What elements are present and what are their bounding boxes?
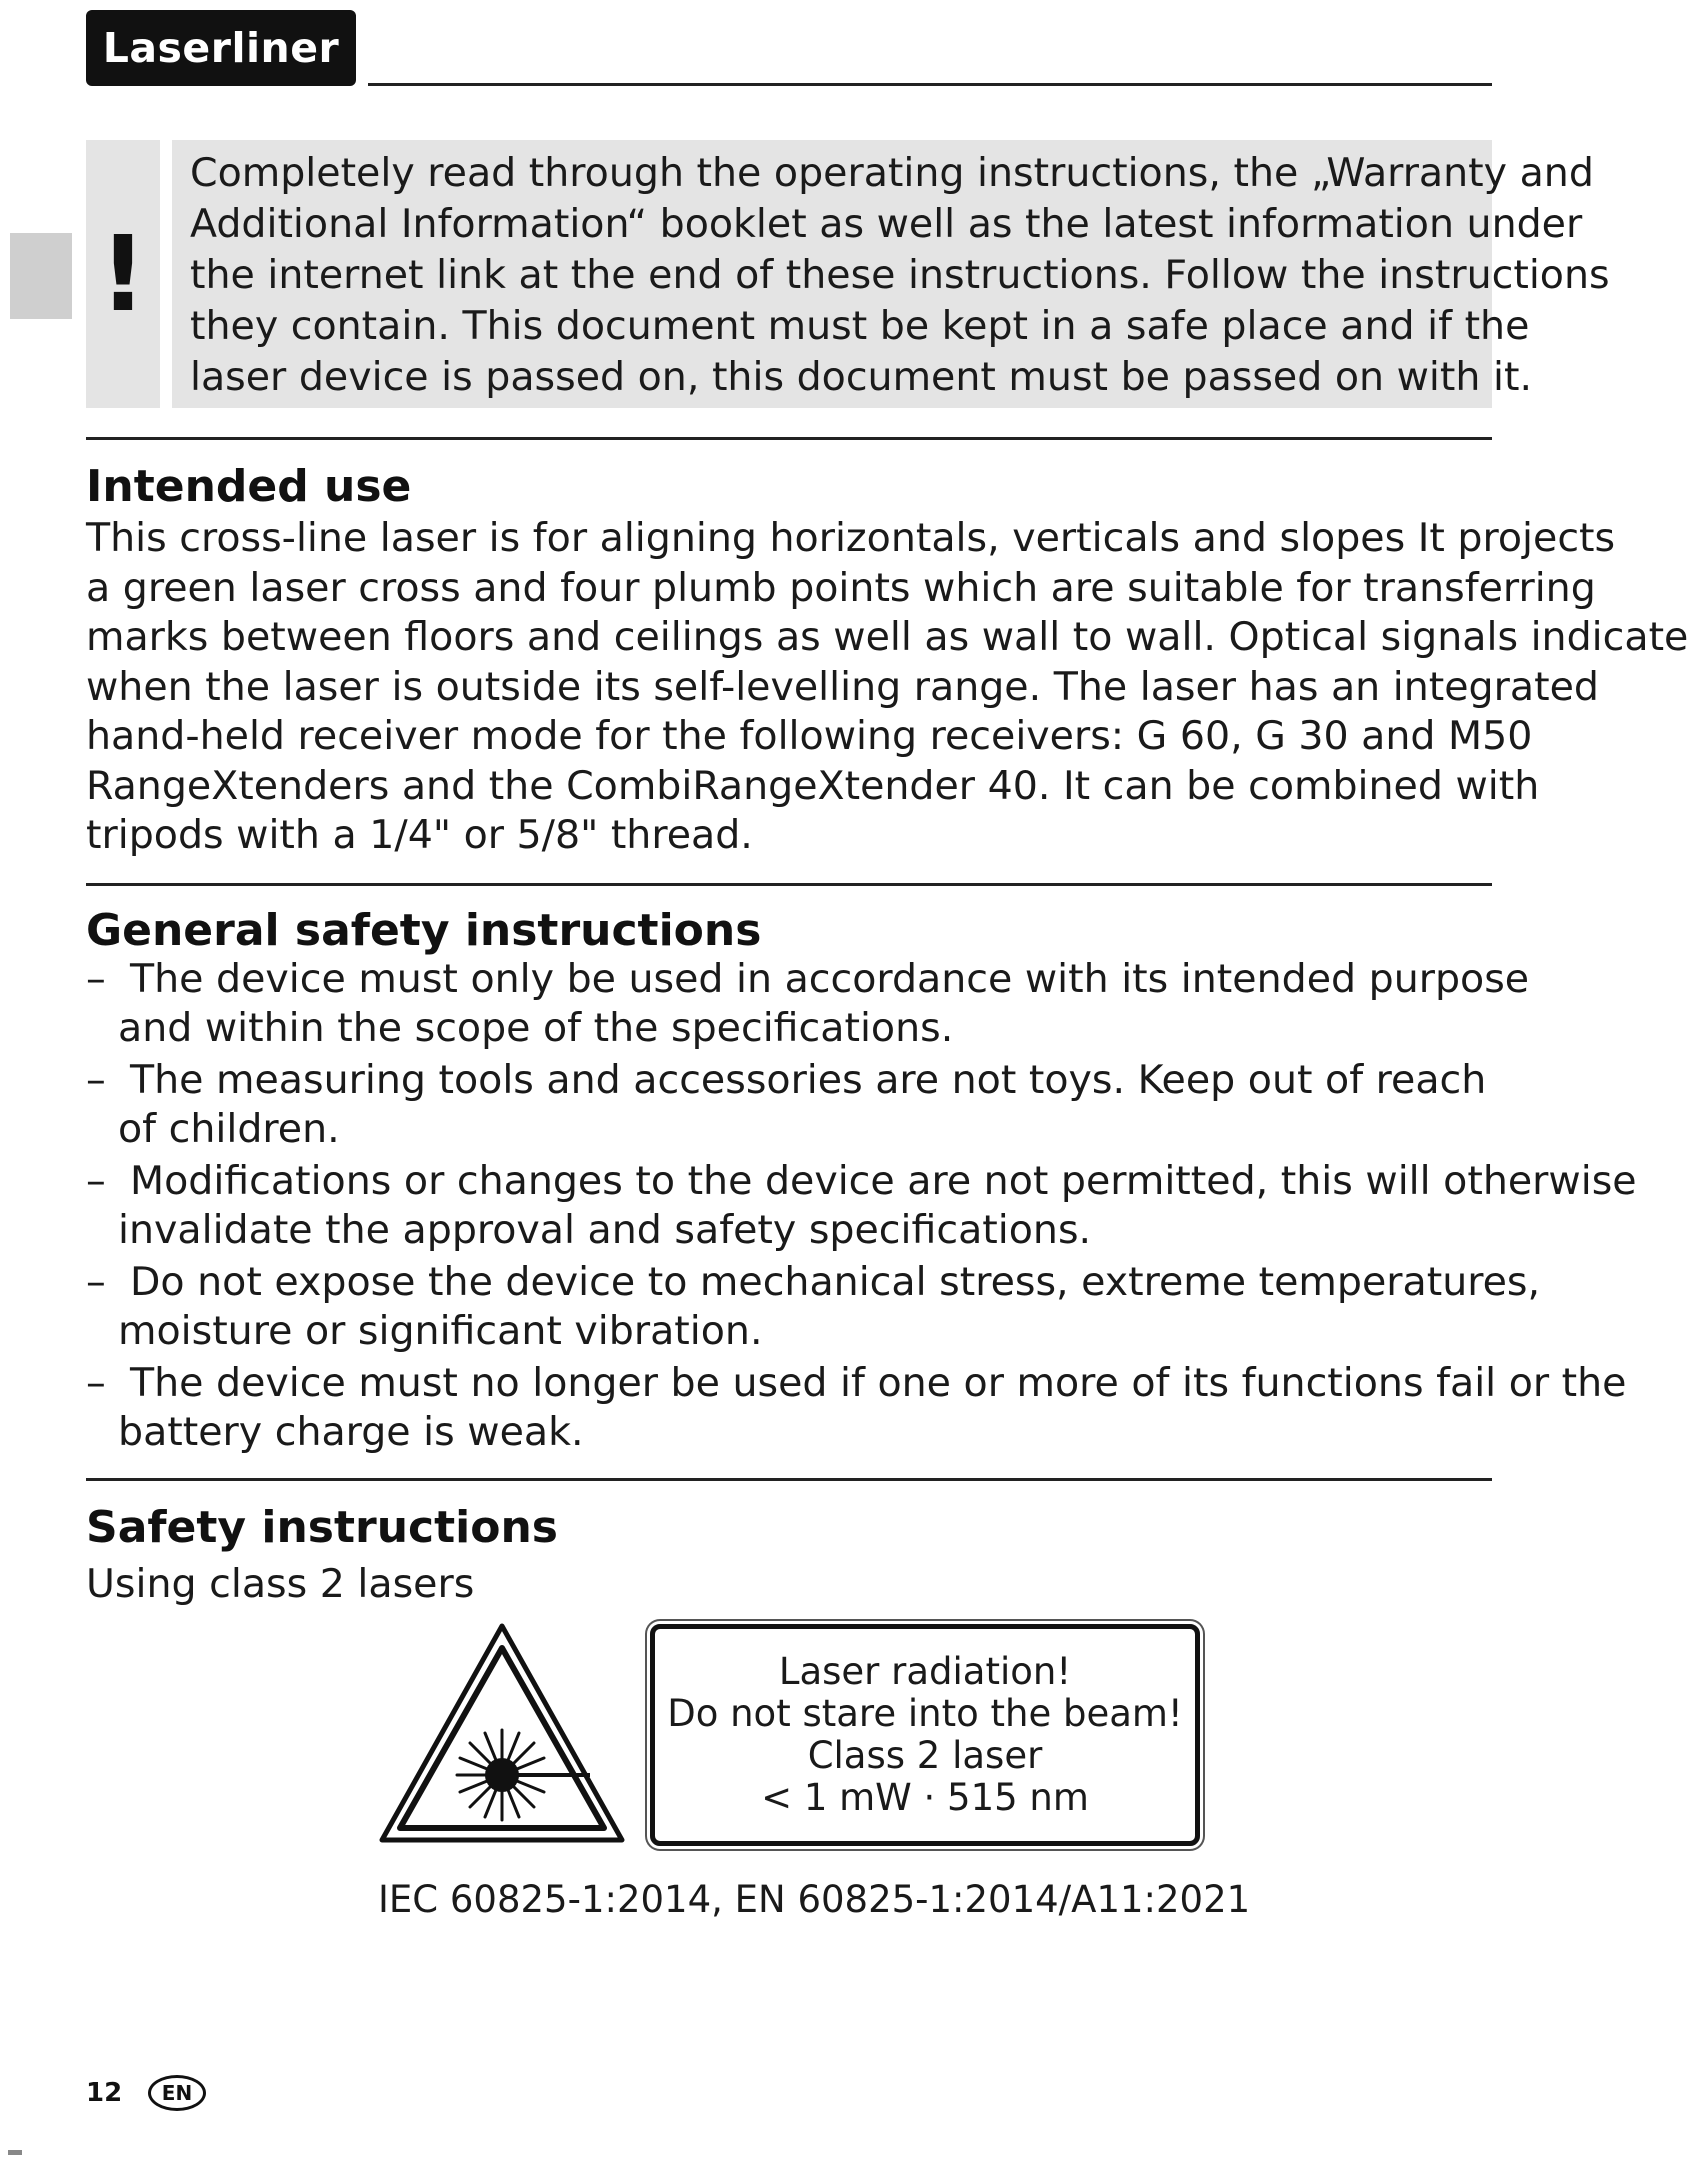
list-item-line: Do not expose the device to mechanical stress, extreme temperatures, [130, 1259, 1541, 1305]
section-title-general-safety: General safety instructions [86, 905, 762, 956]
list-dash: – [86, 1360, 106, 1406]
laser-warning-icon [378, 1622, 626, 1844]
notice-line: laser device is passed on, this document must be passed on with it. [190, 354, 1532, 400]
list-item-line: The device must no longer be used if one or more of its functions fail or the [130, 1360, 1627, 1406]
notice-line: Additional Information“ booklet as well as the latest information under [190, 201, 1583, 247]
general-safety-list [86, 955, 1637, 1460]
list-item [86, 1258, 1541, 1356]
header-divider [368, 83, 1492, 86]
list-item-line: and within the scope of the specifications. [118, 1005, 954, 1051]
list-item [86, 1359, 1627, 1457]
paragraph-line: when the laser is outside its self-levelling range. The laser has an integrated [86, 663, 1599, 710]
paragraph-line: hand-held receiver mode for the following receivers: G 60, G 30 and M50 [86, 713, 1533, 759]
language-badge: EN [148, 2075, 206, 2111]
intended-use-text [86, 514, 1688, 861]
paragraph-line: RangeXtenders and the CombiRangeXtender 40. It can be combined with [86, 762, 1540, 809]
list-item-line: invalidate the approval and safety specifications. [118, 1207, 1092, 1253]
list-item-line: The device must only be used in accordance with its intended purpose [130, 956, 1530, 1002]
print-mark [8, 2150, 22, 2155]
paragraph-line: This cross-line laser is for aligning horizontals, verticals and slopes It projects [86, 515, 1616, 561]
safety-subtitle [86, 1560, 1496, 1610]
notice-line: Completely read through the operating instructions, the „Warranty and [190, 150, 1594, 196]
paragraph-line: tripods with a 1/4" or 5/8" thread. [86, 812, 753, 858]
list-item-line: battery charge is weak. [118, 1409, 584, 1455]
notice-line: they contain. This document must be kept in a safe place and if the [190, 303, 1530, 349]
paragraph-line: a green laser cross and four plumb points which are suitable for transferring [86, 564, 1596, 611]
section-divider [86, 1478, 1492, 1481]
exclamation-icon: ! [86, 140, 160, 408]
notice-line: the internet link at the end of these instructions. Follow the instructions [190, 252, 1610, 298]
section-title-safety: Safety instructions [86, 1502, 558, 1553]
section-title-intended-use: Intended use [86, 461, 412, 512]
section-divider [86, 437, 1492, 440]
list-item [86, 1056, 1496, 1154]
label-line: Class 2 laser [807, 1734, 1043, 1777]
label-line: < 1 mW · 515 nm [761, 1776, 1089, 1819]
list-dash: – [86, 1158, 106, 1204]
label-line: Laser radiation! [778, 1650, 1072, 1693]
standards-reference: IEC 60825-1:2014, EN 60825-1:2014/A11:2021 [378, 1878, 1251, 1921]
list-item-line: moisture or significant vibration. [118, 1308, 763, 1354]
section-divider [86, 883, 1492, 886]
notice-box [172, 140, 1610, 408]
laser-class-label [650, 1624, 1200, 1846]
list-item-line: of children. [118, 1106, 340, 1152]
paragraph-line: marks between floors and ceilings as well as wall to wall. Optical signals indicate [86, 614, 1688, 660]
list-dash: – [86, 956, 106, 1002]
list-item [86, 1157, 1637, 1255]
list-item-line: Modifications or changes to the device are not permitted, this will otherwise [130, 1158, 1637, 1204]
brand-logo: Laserliner [86, 10, 356, 86]
paragraph-line: Using class 2 lasers [86, 1561, 475, 1607]
section-tab-marker [10, 233, 72, 319]
list-item [86, 955, 1530, 1053]
page-number: 12 [86, 2078, 123, 2108]
label-line: Do not stare into the beam! [667, 1692, 1183, 1735]
list-dash: – [86, 1057, 106, 1103]
list-dash: – [86, 1259, 106, 1305]
list-item-line: The measuring tools and accessories are not toys. Keep out of reach [130, 1057, 1487, 1103]
